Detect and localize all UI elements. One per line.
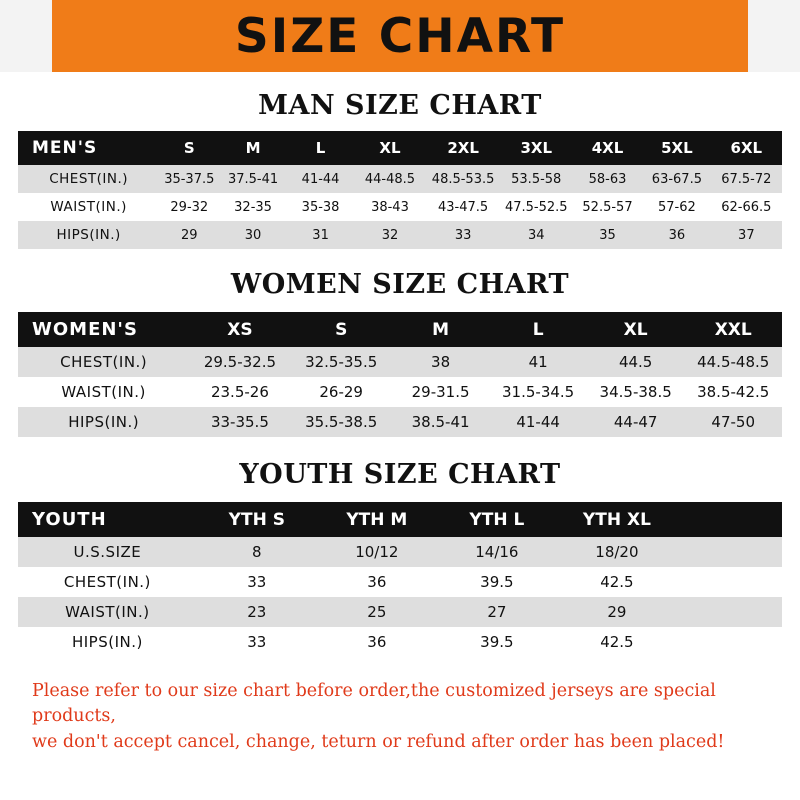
- youth-size-table: [18, 502, 782, 657]
- youth-cell-1-0: 33: [247, 573, 267, 591]
- man-cell-0-4: 48.5-53.5: [431, 171, 495, 187]
- man-col-header-1: S: [183, 139, 195, 157]
- man-cell-1-6: 52.5-57: [582, 199, 633, 215]
- man-cell-2-3: 32: [381, 227, 399, 243]
- youth-cell-1-spacer: [677, 567, 782, 597]
- header-right-spacer: [748, 0, 800, 72]
- women-cell-1-3: 31.5-34.5: [502, 383, 575, 401]
- footer-note-line-1: Please refer to our size chart before order,the customized jerseys are special products,: [32, 681, 716, 727]
- table-row: [18, 165, 782, 193]
- women-table-header: [18, 312, 782, 347]
- footer-note: [18, 679, 782, 755]
- youth-cell-1-1: 36: [367, 573, 387, 591]
- man-cell-1-2: 35-38: [301, 199, 340, 215]
- women-col-header-0: WOMEN'S: [32, 319, 138, 340]
- youth-col-header-3: YTH L: [469, 509, 525, 530]
- women-cell-2-1: 35.5-38.5: [305, 413, 378, 431]
- youth-cell-1-3: 42.5: [600, 573, 634, 591]
- man-cell-2-6: 35: [599, 227, 616, 243]
- youth-row-label-3: HIPS(IN.): [71, 633, 143, 651]
- table-row: [18, 193, 782, 221]
- man-col-header-2: M: [245, 139, 261, 157]
- table-row: [18, 537, 782, 567]
- women-cell-1-0: 23.5-26: [210, 383, 269, 401]
- women-cell-0-0: 29.5-32.5: [203, 353, 277, 371]
- youth-cell-2-spacer: [677, 597, 782, 627]
- women-cell-1-5: 38.5-42.5: [697, 383, 770, 401]
- man-size-table: [18, 131, 782, 249]
- youth-row-label-2: WAIST(IN.): [65, 603, 150, 621]
- women-cell-2-3: 41-44: [516, 413, 560, 431]
- women-cell-1-1: 26-29: [319, 383, 363, 401]
- women-cell-2-4: 44-47: [613, 413, 658, 431]
- man-cell-0-0: 35-37.5: [164, 171, 215, 187]
- man-cell-1-0: 29-32: [170, 199, 209, 215]
- women-col-header-6: XXL: [714, 319, 752, 340]
- youth-col-header-1: YTH S: [228, 509, 285, 530]
- women-cell-2-0: 33-35.5: [210, 413, 269, 431]
- table-row: [18, 221, 782, 249]
- women-cell-2-2: 38.5-41: [411, 413, 470, 431]
- table-header-row: [18, 131, 782, 165]
- women-cell-0-5: 44.5-48.5: [697, 353, 770, 371]
- youth-cell-2-1: 25: [367, 603, 387, 621]
- man-row-label-2: HIPS(IN.): [56, 227, 121, 243]
- man-cell-0-6: 58-63: [588, 171, 627, 187]
- man-col-header-9: 6XL: [730, 139, 763, 157]
- header-band: [0, 0, 800, 72]
- youth-cell-1-2: 39.5: [480, 573, 514, 591]
- women-row-label-2: HIPS(IN.): [68, 413, 140, 431]
- man-section-title: MAN SIZE CHART: [258, 90, 542, 121]
- women-cell-2-5: 47-50: [711, 413, 755, 431]
- women-col-header-2: S: [335, 319, 348, 340]
- man-col-header-8: 5XL: [661, 139, 693, 157]
- man-table-header: [18, 131, 782, 165]
- page-title: SIZE CHART: [234, 8, 566, 64]
- youth-cell-2-2: 27: [487, 603, 507, 621]
- women-col-header-1: XS: [227, 319, 253, 340]
- women-col-header-4: L: [532, 319, 544, 340]
- chart-content: [0, 90, 800, 755]
- man-cell-0-1: 37.5-41: [227, 171, 279, 187]
- table-header-row: [18, 502, 782, 537]
- women-section-title: WOMEN SIZE CHART: [230, 269, 570, 300]
- women-row-label-1: WAIST(IN.): [61, 383, 146, 401]
- youth-cell-3-0: 33: [247, 633, 267, 651]
- table-row: [18, 627, 782, 657]
- youth-table-body: [18, 537, 782, 657]
- man-col-header-3: L: [315, 139, 326, 157]
- women-col-header-5: XL: [623, 319, 648, 340]
- man-cell-1-1: 32-35: [234, 199, 272, 215]
- man-cell-1-8: 62-66.5: [721, 199, 772, 215]
- youth-cell-0-3: 18/20: [595, 543, 639, 561]
- youth-cell-0-1: 10/12: [355, 543, 399, 561]
- youth-cell-2-0: 23: [247, 603, 267, 621]
- youth-col-header-0: YOUTH: [32, 509, 107, 530]
- women-row-label-0: CHEST(IN.): [60, 353, 148, 371]
- man-row-label-0: CHEST(IN.): [49, 171, 129, 187]
- table-row: [18, 597, 782, 627]
- youth-cell-3-3: 42.5: [600, 633, 634, 651]
- women-cell-0-1: 32.5-35.5: [305, 353, 378, 371]
- man-col-header-0: MEN'S: [32, 138, 98, 158]
- man-cell-1-3: 38-43: [371, 199, 409, 215]
- man-cell-1-5: 47.5-52.5: [504, 199, 568, 215]
- table-row: [18, 377, 782, 407]
- man-cell-0-7: 63-67.5: [651, 171, 702, 187]
- man-cell-1-7: 57-62: [658, 199, 696, 215]
- man-cell-2-4: 33: [454, 227, 472, 243]
- women-size-table: [18, 312, 782, 437]
- man-cell-2-1: 30: [244, 227, 262, 243]
- man-cell-2-2: 31: [312, 227, 329, 243]
- man-cell-1-4: 43-47.5: [438, 199, 489, 215]
- table-row: [18, 407, 782, 437]
- man-cell-2-5: 34: [527, 227, 545, 243]
- table-header-row: [18, 312, 782, 347]
- table-row: [18, 567, 782, 597]
- header-left-spacer: [0, 0, 52, 72]
- youth-section-title: YOUTH SIZE CHART: [239, 459, 561, 490]
- youth-table-header: [18, 502, 782, 537]
- man-cell-0-5: 53.5-58: [511, 171, 562, 187]
- youth-cell-0-spacer: [677, 537, 782, 567]
- youth-row-label-1: CHEST(IN.): [63, 573, 151, 591]
- youth-cell-0-2: 14/16: [475, 543, 519, 561]
- man-table-body: [18, 165, 782, 249]
- women-cell-1-2: 29-31.5: [411, 383, 470, 401]
- women-cell-0-4: 44.5: [618, 353, 653, 371]
- man-col-header-4: XL: [379, 139, 401, 157]
- man-row-label-1: WAIST(IN.): [50, 199, 127, 215]
- man-cell-0-8: 67.5-72: [721, 171, 772, 187]
- youth-cell-2-3: 29: [607, 603, 627, 621]
- youth-row-label-0: U.S.SIZE: [73, 543, 142, 561]
- women-col-header-3: M: [432, 319, 450, 340]
- man-cell-0-2: 41-44: [301, 171, 340, 187]
- women-table-body: [18, 347, 782, 437]
- man-cell-2-7: 36: [668, 227, 686, 243]
- footer-note-line-2: we don't accept cancel, change, teturn or refund after order has been placed!: [32, 731, 725, 752]
- man-cell-2-8: 37: [738, 227, 755, 243]
- youth-cell-3-2: 39.5: [480, 633, 514, 651]
- table-row: [18, 347, 782, 377]
- youth-cell-0-0: 8: [252, 543, 262, 561]
- women-cell-0-3: 41: [528, 353, 548, 371]
- youth-cell-3-1: 36: [367, 633, 387, 651]
- man-cell-0-3: 44-48.5: [364, 171, 416, 187]
- youth-cell-3-spacer: [677, 627, 782, 657]
- man-col-header-6: 3XL: [520, 139, 553, 157]
- youth-col-header-2: YTH M: [346, 509, 408, 530]
- youth-col-header-4: YTH XL: [582, 509, 651, 530]
- women-cell-1-4: 34.5-38.5: [599, 383, 672, 401]
- man-cell-2-0: 29: [181, 227, 198, 243]
- youth-col-header-spacer: [677, 502, 782, 537]
- man-col-header-7: 4XL: [591, 139, 624, 157]
- man-col-header-5: 2XL: [447, 139, 479, 157]
- women-cell-0-2: 38: [431, 353, 451, 371]
